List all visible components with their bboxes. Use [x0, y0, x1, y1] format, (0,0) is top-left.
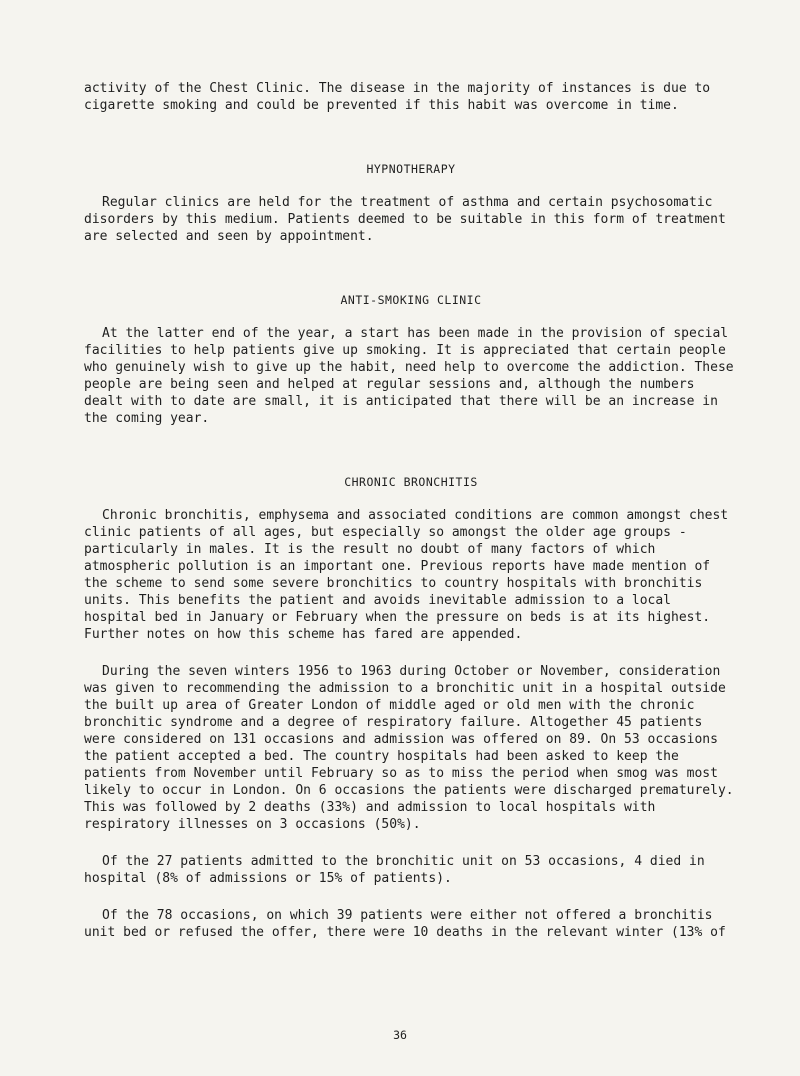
anti-smoking-paragraph: At the latter end of the year, a start has been made in the provision of special facilities to help patients give up smoking. It is appreciated that certain people who genuinely wish to give up the habit, need help to overcome the addiction. These people are being seen and helped at regular sessions and, although the numbers dealt with to date are small, it is anticipated that there will be an increase in the coming year.: [84, 326, 734, 426]
document-page: [84, 80, 738, 941]
bronchitis-paragraph-2: During the seven winters 1956 to 1963 during October or November, consideration was given to recommending the admission to a bronchitic unit in a hospital outside the built up area of Greater London of middle aged or old men with the chronic bronchitic syndrome and a degree of respiratory failure. Altogether 45 patients were considered on 131 occasions and admission was offered on 89. On 53 occasions the patient accepted a bed. The country hospitals had been asked to keep the patients from November until February so as to miss the period when smog was most likely to occur in London. On 6 occasions the patients were discharged prematurely. This was followed by 2 deaths (33%) and admission to local hospitals with respiratory illnesses on 3 occasions (50%).: [84, 664, 734, 832]
intro-paragraph: activity of the Chest Clinic. The disease in the majority of instances is due to cigarette smoking and could be prevented if this habit was overcome in time.: [84, 81, 711, 113]
bronchitis-paragraph-3: Of the 27 patients admitted to the bronchitic unit on 53 occasions, 4 died in hospital (8% of admissions or 15% of patients).: [84, 854, 705, 886]
bronchitis-paragraph-1: Chronic bronchitis, emphysema and associated conditions are common amongst chest clinic patients of all ages, but especially so amongst the older age groups - particularly in males. It is the result no doubt of many factors of which atmospheric pollution is an important one. Previous reports have made mention of the scheme to send some severe bronchitics to country hospitals with bronchitis units. This benefits the patient and avoids inevitable admission to a local hospital bed in January or February when the pressure on beds is at its highest. Further notes on how this scheme has fared are appended.: [84, 508, 729, 642]
hypnotherapy-paragraph: Regular clinics are held for the treatment of asthma and certain psychosomatic disorders by this medium. Patients deemed to be suitable in this form of treatment are selected and seen by appointment.: [84, 195, 726, 244]
anti-smoking-heading: ANTI-SMOKING CLINIC: [340, 293, 482, 307]
bronchitis-paragraph-4: Of the 78 occasions, on which 39 patients were either not offered a bronchitis unit bed or refused the offer, there were 10 deaths in the relevant winter (13% of: [84, 908, 726, 940]
page-number: 36: [393, 1028, 407, 1042]
hypnotherapy-heading: HYPNOTHERAPY: [366, 162, 456, 176]
chronic-bronchitis-heading: CHRONIC BRONCHITIS: [344, 475, 478, 489]
